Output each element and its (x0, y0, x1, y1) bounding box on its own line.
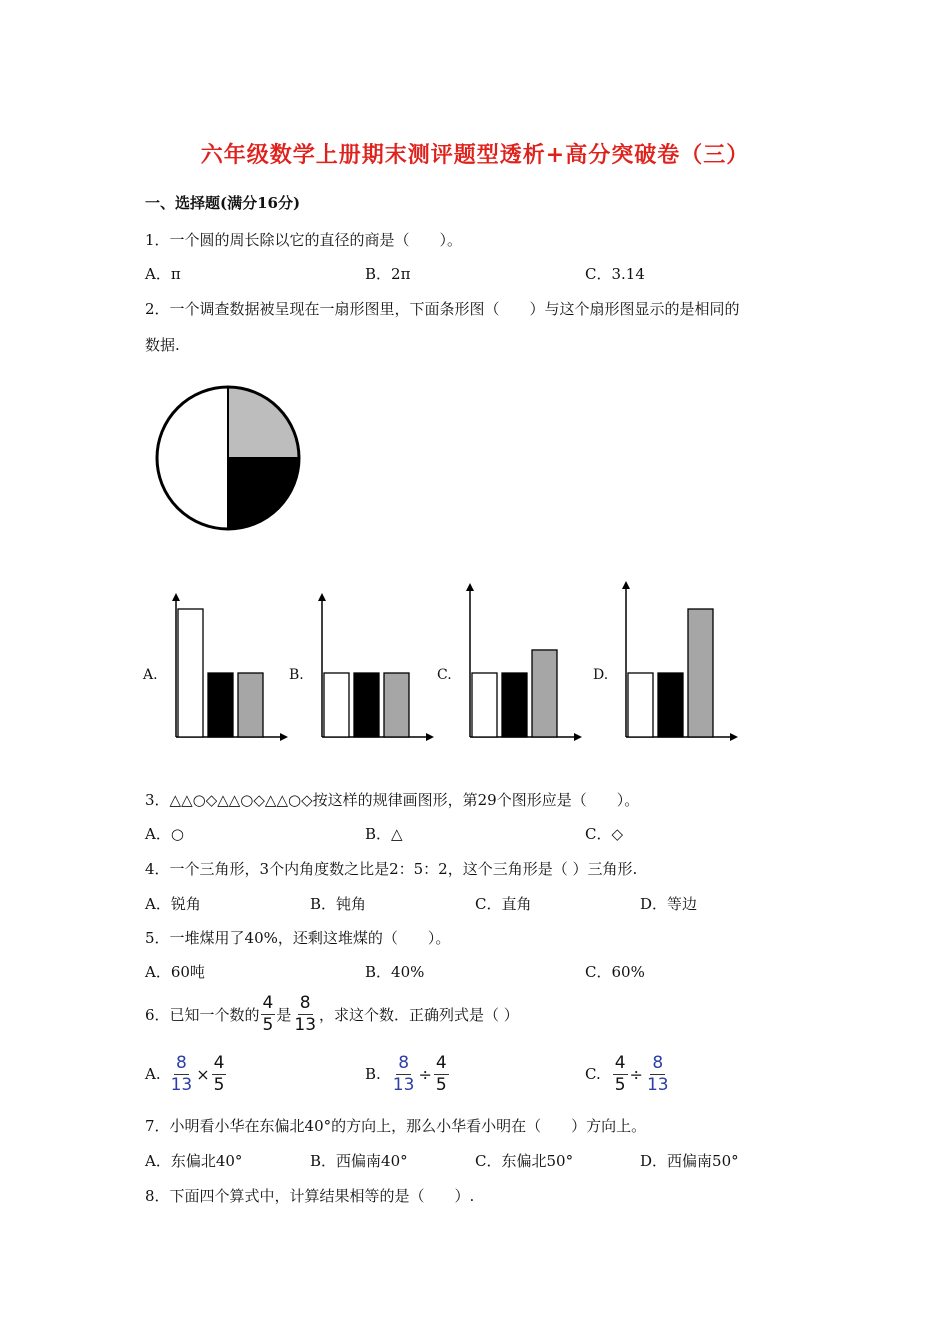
q6-option-b[interactable]: B. $\frac{8}{13}$ ÷ $\frac{4}{5}$ (365, 1052, 447, 1095)
bar-black (658, 673, 683, 737)
bar-gray (384, 673, 409, 737)
q4-option-b[interactable]: B．钝角 (310, 895, 367, 913)
bar-chart-d (593, 581, 738, 741)
pie-slice-white (157, 387, 228, 529)
question-5-stem: 5．一堆煤用了40%，还剩这堆煤的（ ）。 (145, 929, 451, 947)
question-8-stem: 8．下面四个算式中，计算结果相等的是（ ）. (145, 1187, 475, 1205)
x-axis-arrow (574, 733, 582, 741)
bar-chart-label: D. (593, 667, 609, 683)
question-3-stem: 3．△△○◇△△○◇△△○◇按这样的规律画图形，第29个图形应是（ ）。 (145, 791, 640, 809)
q6-option-c[interactable]: C. $\frac{4}{5}$ ÷ $\frac{8}{13}$ (585, 1052, 669, 1095)
bar-black (208, 673, 233, 737)
y-axis-arrow (172, 593, 180, 601)
q3-option-a[interactable]: A．○ (145, 825, 184, 843)
q7-option-c[interactable]: C．东偏北50° (475, 1152, 574, 1170)
q6-fraction-2: $\frac{8}{13}$ (294, 992, 317, 1035)
bar-gray (238, 673, 263, 737)
q3-option-b[interactable]: B．△ (365, 825, 403, 843)
question-2-stem-line1: 2．一个调查数据被呈现在一扇形图里，下面条形图（ ）与这个扇形图显示的是相同的 (145, 300, 740, 318)
bar-chart-label: A. (143, 667, 158, 683)
bar-white (472, 673, 497, 737)
q4-option-c[interactable]: C．直角 (475, 895, 532, 913)
question-6-stem (145, 992, 519, 1036)
q1-option-c[interactable]: C．3.14 (585, 265, 645, 283)
y-axis-arrow (466, 583, 474, 591)
q7-option-d[interactable]: D．西偏南50° (640, 1152, 739, 1170)
bar-chart-c (437, 583, 582, 741)
q5-option-a[interactable]: A．60吨 (145, 963, 205, 981)
bar-white (178, 609, 203, 737)
bar-white (628, 673, 653, 737)
question-7-stem: 7．小明看小华在东偏北40°的方向上，那么小华看小明在（ ）方向上。 (145, 1117, 647, 1135)
q4-option-a[interactable]: A．锐角 (145, 895, 201, 913)
bar-chart-label: B. (289, 667, 304, 683)
q6-stem-part-b: 是 (276, 1005, 292, 1024)
q5-option-b[interactable]: B．40% (365, 963, 425, 981)
bar-charts (140, 575, 760, 750)
q4-option-d[interactable]: D．等边 (640, 895, 698, 913)
bar-gray (532, 650, 557, 737)
q1-option-a[interactable]: A．π (145, 265, 181, 283)
bar-black (354, 673, 379, 737)
bar-chart-a (142, 593, 288, 741)
q7-option-a[interactable]: A．东偏北40° (145, 1152, 243, 1170)
q6-option-a[interactable]: A. $\frac{8}{13}$ × $\frac{4}{5}$ (145, 1052, 225, 1095)
page-title: 六年级数学上册期末测评题型透析+高分突破卷（三） (200, 142, 750, 168)
q6-fraction-1: $\frac{4}{5}$ (262, 992, 274, 1035)
pie-chart (150, 385, 310, 535)
x-axis-arrow (426, 733, 434, 741)
bar-chart-label: C. (437, 667, 452, 683)
q6-stem-part-a: 6．已知一个数的 (145, 1005, 260, 1024)
y-axis-arrow (622, 581, 630, 589)
q3-option-c[interactable]: C．◇ (585, 825, 624, 843)
question-2-stem-line2: 数据. (145, 336, 180, 354)
x-axis-arrow (280, 733, 288, 741)
q1-option-b[interactable]: B．2π (365, 265, 411, 283)
q7-option-b[interactable]: B．西偏南40° (310, 1152, 408, 1170)
bar-white (324, 673, 349, 737)
question-1-stem: 1．一个圆的周长除以它的直径的商是（ ）。 (145, 231, 463, 249)
section-heading: 一、选择题(满分16分) (145, 194, 301, 212)
q5-option-c[interactable]: C．60% (585, 963, 645, 981)
bar-black (502, 673, 527, 737)
x-axis-arrow (730, 733, 738, 741)
q6-stem-part-c: ，求这个数．正确列式是（ ） (319, 1005, 519, 1024)
y-axis-arrow (318, 593, 326, 601)
bar-gray (688, 609, 713, 737)
question-4-stem: 4．一个三角形，3个内角度数之比是2：5：2，这个三角形是（ ）三角形. (145, 860, 638, 878)
bar-chart-b (289, 593, 434, 741)
